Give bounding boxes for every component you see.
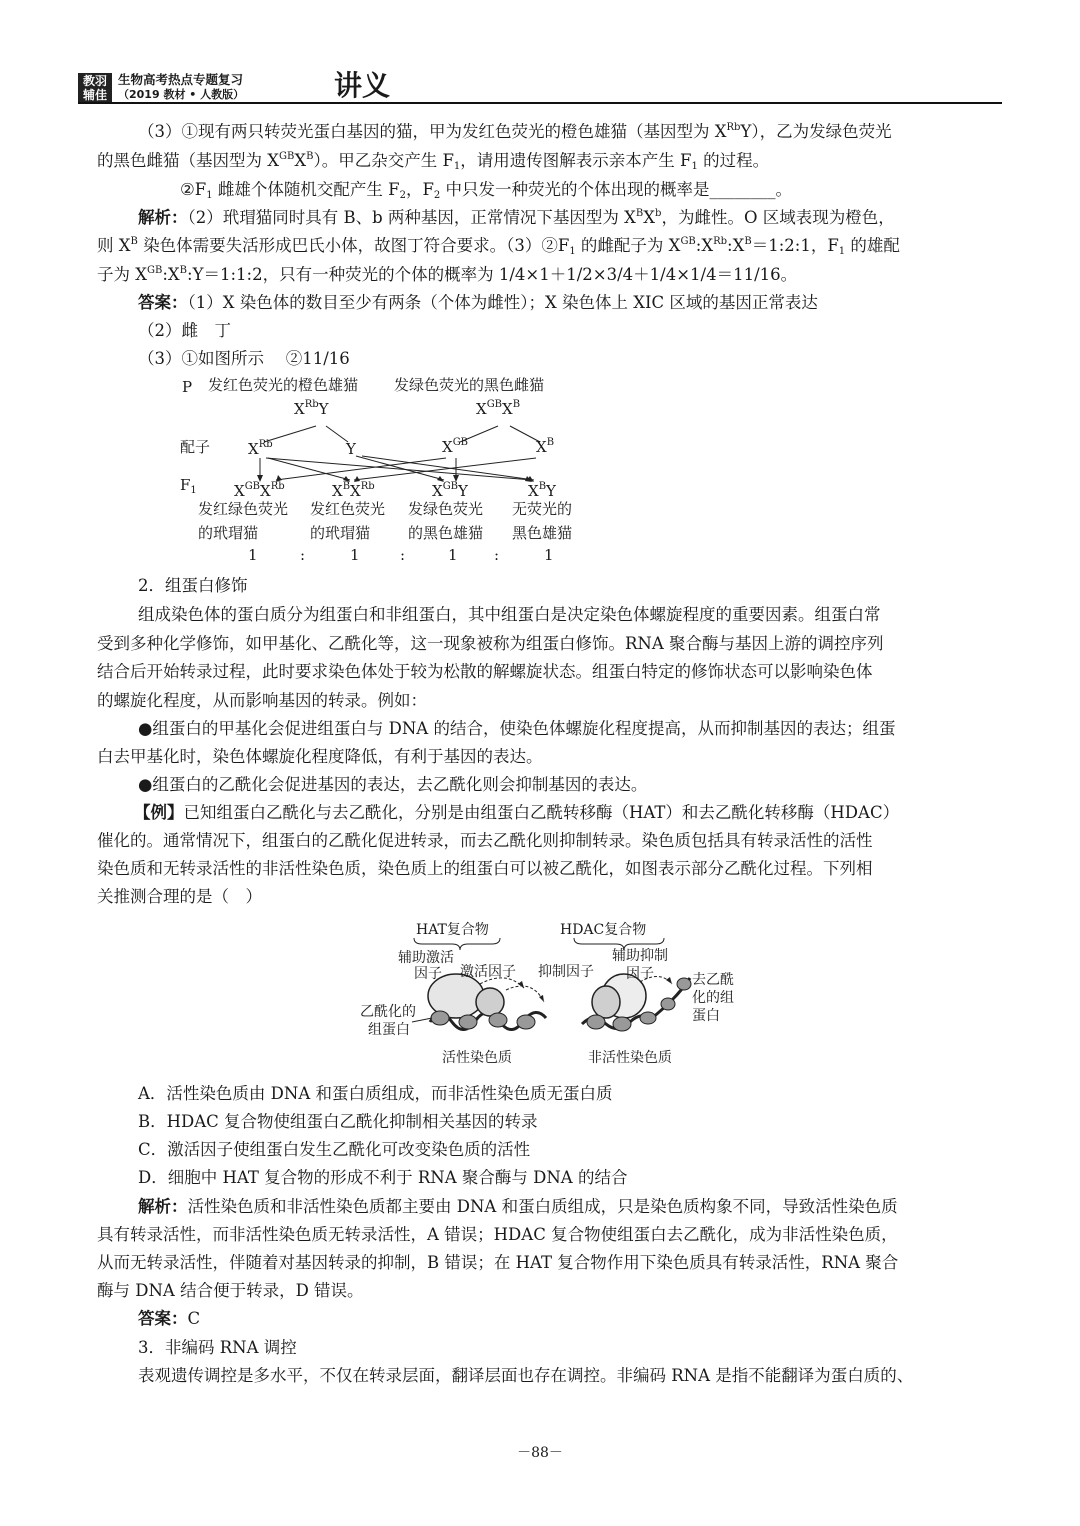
ratio-3: 1 bbox=[448, 546, 458, 564]
offspring-3-desc-1: 发绿色荧光 bbox=[408, 500, 484, 518]
analysis1-line-1: 解析：（2）玳瑁猫同时具有 B、b 两种基因，正常情况下基因型为 $X^BX^b$，为雌性。O 区域表现为橙色， bbox=[138, 208, 895, 227]
offspring-1-desc-1: 发红绿色荧光 bbox=[198, 500, 289, 518]
label-deacetylated-2: 化的组 bbox=[692, 990, 734, 1006]
example-line-4: 关推测合理的是（ ） bbox=[97, 887, 262, 906]
ratio-sep-3: : bbox=[494, 546, 500, 564]
section3-title: 3．非编码 RNA 调控 bbox=[138, 1338, 297, 1357]
answer1-line-3: （3）①如图所示 ②11/16 bbox=[138, 349, 350, 368]
offspring-3-desc-2: 的黑色雄猫 bbox=[408, 524, 484, 542]
q3-line-1: （3）①现有两只转荧光蛋白基因的猫，甲为发红色荧光的橙色雄猫（基因型为 $X^{Rb}Y$），乙为发绿色荧光 bbox=[138, 122, 892, 141]
section2-p1-line-2: 受到多种化学修饰，如甲基化、乙酰化等，这一现象被称为组蛋白修饰。RNA 聚合酶与基因上游的调控序列 bbox=[97, 634, 884, 653]
analysis2-line-1: 解析：活性染色质和非活性染色质都主要由 DNA 和蛋白质组成，只是染色质构象不同，导致活性染色质 bbox=[138, 1197, 898, 1216]
gamete-3: $X^{GB}$ bbox=[442, 437, 469, 456]
example-line-1: 【例】已知组蛋白乙酰化与去乙酰化，分别是由组蛋白乙酰转移酶（HAT）和去乙酰化转移酶（HDAC） bbox=[134, 803, 900, 822]
label-active-chromatin: 活性染色质 bbox=[442, 1050, 512, 1066]
ratio-4: 1 bbox=[544, 546, 554, 564]
label-aux-inhibitor-2: 因子 bbox=[626, 966, 654, 982]
label-aux-inhibitor-1: 辅助抑制 bbox=[612, 948, 668, 964]
section2-p1-line-4: 的螺旋化程度，从而影响基因的转录。例如： bbox=[97, 691, 427, 710]
inactive-chromatin-drawing bbox=[582, 974, 691, 1031]
page-header bbox=[78, 70, 1002, 104]
histone-figure bbox=[356, 918, 756, 1070]
cross-lines bbox=[176, 372, 596, 572]
answer1-line-1: 答案：（1）X 染色体的数目至少有两条（个体为雌性）；X 染色体上 XIC 区域的基因正常表达 bbox=[138, 293, 818, 312]
analysis1-line-3: 子为 $X^{GB}:X^B:Y=1:1:2$，只有一种荧光的个体的概率为 1/4×1＋1/2×3/4＋1/4×1/4＝11/16。 bbox=[97, 265, 798, 284]
parent-2-genotype: $X^{GB}X^B$ bbox=[476, 399, 521, 418]
p-label: P bbox=[182, 378, 193, 396]
offspring-1-genotype: $X^{GB}X^{Rb}$ bbox=[234, 481, 285, 500]
label-aux-activator-2: 因子 bbox=[414, 966, 442, 982]
label-inactive-chromatin: 非活性染色质 bbox=[588, 1050, 672, 1066]
header-title: 讲义 bbox=[334, 69, 391, 102]
ratio-1: 1 bbox=[248, 546, 258, 564]
section3-line-1: 表观遗传调控是多水平，不仅在转录层面，翻译层面也存在调控。非编码 RNA 是指不能翻译为蛋白质的、 bbox=[138, 1366, 914, 1385]
section2-bullet2: ●组蛋白的乙酰化会促进基因的表达，去乙酰化则会抑制基因的表达。 bbox=[138, 775, 648, 794]
ratio-sep-2: : bbox=[400, 546, 406, 564]
offspring-4-desc-1: 无荧光的 bbox=[512, 500, 573, 518]
logo-top-text: 教羽 bbox=[82, 74, 107, 88]
logo-bottom-text: 辅佳 bbox=[82, 88, 107, 102]
header-subtitle: 生物高考热点专题复习 bbox=[118, 72, 244, 87]
parent-1-genotype: $X^{Rb}Y$ bbox=[294, 399, 329, 418]
offspring-4-desc-2: 黑色雄猫 bbox=[512, 524, 573, 542]
answer2: 答案：C bbox=[138, 1309, 201, 1328]
label-acetylated-1: 乙酰化的 bbox=[360, 1004, 416, 1020]
header-rule bbox=[78, 102, 1002, 104]
example-line-3: 染色质和无转录活性的非活性染色质，染色质上的组蛋白可以被乙酰化，如图表示部分乙酰化过程。下列相 bbox=[97, 859, 873, 878]
section2-p1-line-1: 组成染色体的蛋白质分为组蛋白和非组蛋白，其中组蛋白是决定染色体螺旋程度的重要因素。组蛋白常 bbox=[138, 605, 881, 624]
analysis1-line-2: 则 $X^B$ 染色体需要失活形成巴氏小体，故图丁符合要求。$(3)②F_1$ 的雌配子为 $X^{GB}:X^{Rb}:X^B=1:2:1$，$F_1$ 的雄配 bbox=[97, 236, 900, 257]
section2-bullet1-line-1: ●组蛋白的甲基化会促进组蛋白与 DNA 的结合，使染色体螺旋化程度提高，从而抑制基因的表达；组蛋 bbox=[138, 719, 896, 738]
parent-2-desc: 发绿色荧光的黑色雌猫 bbox=[394, 376, 545, 394]
ratio-sep-1: : bbox=[300, 546, 306, 564]
option-d: D．细胞中 HAT 复合物的形成不利于 RNA 聚合酶与 DNA 的结合 bbox=[138, 1168, 628, 1187]
publisher-logo bbox=[78, 73, 112, 103]
f1-label: $F_1$ bbox=[180, 476, 197, 496]
option-a: A．活性染色质由 DNA 和蛋白质组成，而非活性染色质无蛋白质 bbox=[138, 1084, 613, 1103]
q3-line-3: $②F_1$ 雌雄个体随机交配产生 $F_2$，$F_2$ 中只发一种荧光的个体出现的概率是________。 bbox=[180, 180, 793, 201]
offspring-2-desc-1: 发红色荧光 bbox=[310, 500, 386, 518]
label-inhibitor: 抑制因子 bbox=[538, 964, 594, 980]
analysis2-line-4: 酶与 DNA 结合便于转录，D 错误。 bbox=[97, 1281, 364, 1300]
label-deacetylated-1: 去乙酰 bbox=[692, 972, 734, 988]
offspring-2-desc-2: 的玳瑁猫 bbox=[310, 524, 371, 542]
gamete-4: $X^B$ bbox=[536, 437, 555, 456]
label-acetylated-2: 组蛋白 bbox=[368, 1022, 410, 1038]
label-hat-complex: HAT复合物 bbox=[416, 922, 489, 938]
ratio-2: 1 bbox=[350, 546, 360, 564]
offspring-2-genotype: $X^BX^{Rb}$ bbox=[332, 481, 375, 500]
label-aux-activator-1: 辅助激活 bbox=[398, 950, 454, 966]
label-hdac-complex: HDAC复合物 bbox=[560, 922, 647, 938]
genetics-diagram bbox=[176, 372, 596, 572]
section2-p1-line-3: 结合后开始转录过程，此时要求染色体处于较为松散的解螺旋状态。组蛋白特定的修饰状态可以影响染色体 bbox=[97, 662, 873, 681]
gamete-label: 配子 bbox=[180, 438, 211, 456]
analysis2-line-2: 具有转录活性，而非活性染色质无转录活性，A 错误；HDAC 复合物使组蛋白去乙酰化，成为非活性染色质， bbox=[97, 1225, 898, 1244]
gamete-2: Y bbox=[346, 440, 356, 458]
label-activator: 激活因子 bbox=[460, 964, 516, 980]
header-edition: （2019 教材 • 人教版） bbox=[118, 88, 245, 101]
page-number: －88－ bbox=[517, 1445, 563, 1461]
offspring-4-genotype: $X^BY$ bbox=[528, 481, 556, 500]
label-deacetylated-3: 蛋白 bbox=[692, 1008, 720, 1024]
active-chromatin-drawing bbox=[428, 974, 546, 1030]
example-line-2: 催化的。通常情况下，组蛋白的乙酰化促进转录，而去乙酰化则抑制转录。染色质包括具有转录活性的活性 bbox=[97, 831, 873, 850]
q3-line-2: 的黑色雌猫（基因型为 $X^{GB}X^B$）。甲乙杂交产生 $F_1$，请用遗传图解表示亲本产生 $F_1$ 的过程。 bbox=[97, 151, 770, 172]
line-p1-gamete2 bbox=[326, 426, 348, 442]
option-c: C．激活因子使组蛋白发生乙酰化可改变染色质的活性 bbox=[138, 1140, 531, 1159]
option-b: B．HDAC 复合物使组蛋白乙酰化抑制相关基因的转录 bbox=[138, 1112, 538, 1131]
parent-1-desc: 发红色荧光的橙色雄猫 bbox=[208, 376, 359, 394]
section2-bullet1-line-2: 白去甲基化时，染色体螺旋化程度降低，有利于基因的表达。 bbox=[97, 747, 543, 766]
offspring-3-genotype: $X^{GB}Y$ bbox=[432, 481, 468, 500]
offspring-1-desc-2: 的玳瑁猫 bbox=[198, 524, 259, 542]
section2-title: 2．组蛋白修饰 bbox=[138, 576, 248, 595]
gamete-1: $X^{Rb}$ bbox=[248, 439, 273, 458]
analysis2-line-3: 从而无转录活性，伴随着对基因转录的抑制，B 错误；在 HAT 复合物作用下染色质具有转录活性，RNA 聚合 bbox=[97, 1253, 899, 1272]
answer1-line-2: （2）雌 丁 bbox=[138, 321, 231, 340]
